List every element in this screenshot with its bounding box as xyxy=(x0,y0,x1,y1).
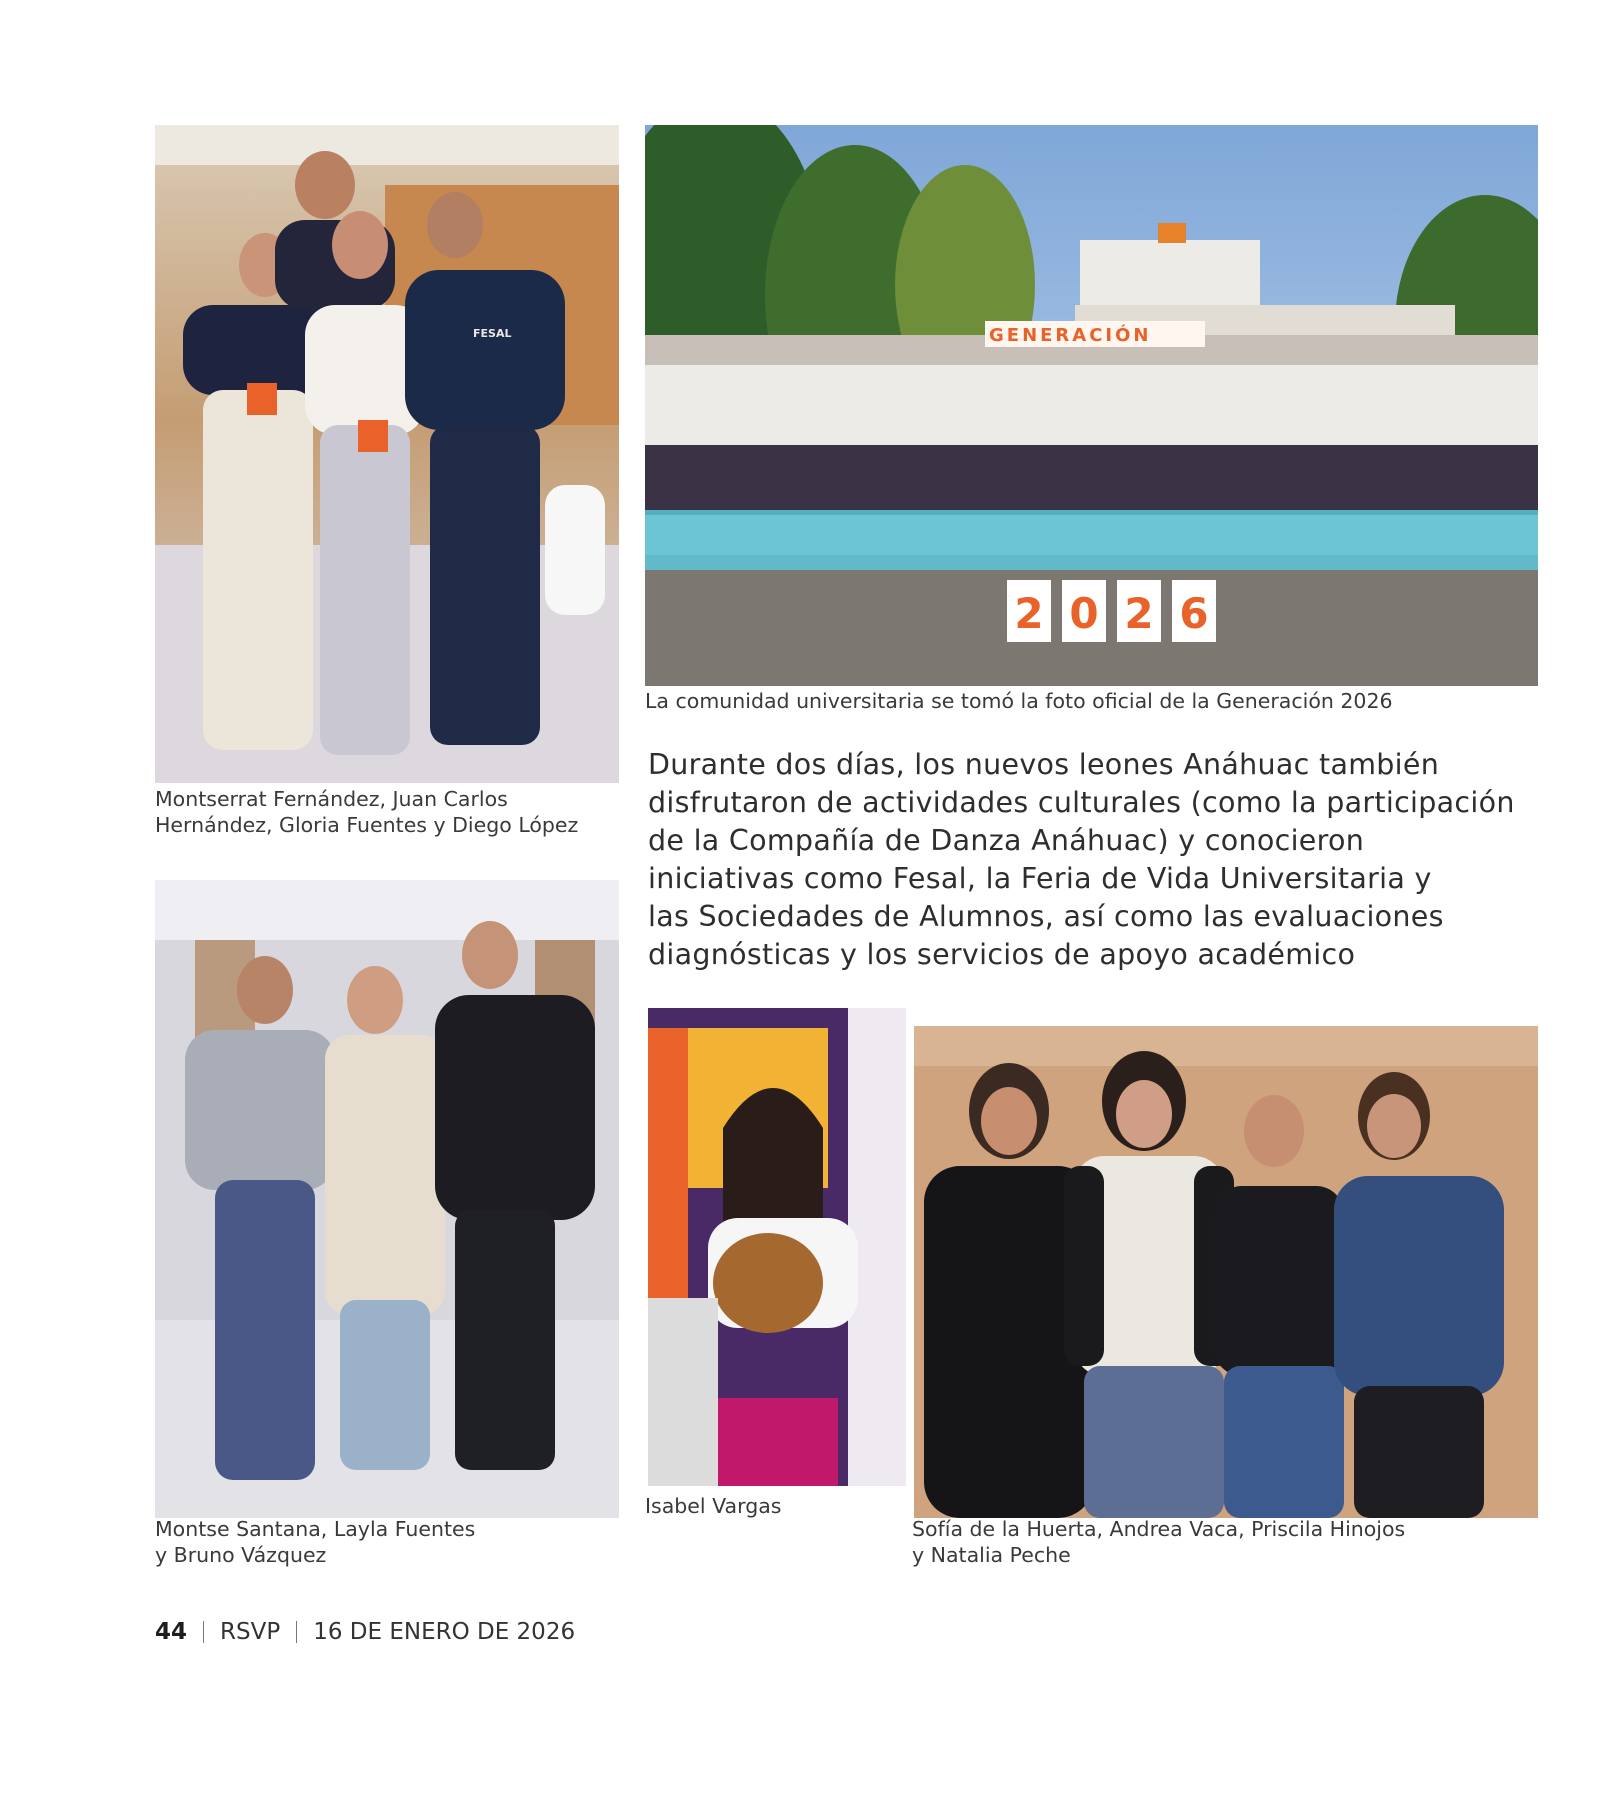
photo-group-bottom-right xyxy=(914,1026,1538,1518)
caption-line: La comunidad universitaria se tomó la foto oficial de la Generación 2026 xyxy=(645,689,1393,713)
body-line: diagnósticas y los servicios de apoyo académico xyxy=(648,938,1356,971)
caption-isabel-vargas xyxy=(645,1493,781,1519)
photo-group-bottom-right-image xyxy=(914,1026,1538,1518)
caption-line: Montserrat Fernández, Juan Carlos xyxy=(155,787,508,811)
caption-line: Isabel Vargas xyxy=(645,1494,782,1518)
photo-group-bottom-left-image xyxy=(155,880,619,1518)
caption-line: Sofía de la Huerta, Andrea Vaca, Priscila Hinojos xyxy=(912,1517,1406,1541)
body-line: de la Compañía de Danza Anáhuac) y conocieron xyxy=(648,824,1365,857)
photo-group-bottom-left xyxy=(155,880,619,1518)
number-card-digit: 6 xyxy=(1179,589,1209,638)
caption-line: Montse Santana, Layla Fuentes xyxy=(155,1517,476,1541)
article-body xyxy=(648,746,1568,974)
number-card-digit: 2 xyxy=(1124,589,1154,638)
caption-group-top-left xyxy=(155,786,578,838)
number-card-digit: 2 xyxy=(1014,589,1044,638)
photo-isabel-vargas-image xyxy=(648,1008,906,1486)
page-number: 44 xyxy=(155,1619,188,1645)
body-line: disfrutaron de actividades culturales (como la participación xyxy=(648,786,1515,819)
shirt-label: FESAL xyxy=(473,327,512,340)
caption-group-bottom-left xyxy=(155,1516,475,1568)
generacion-banner xyxy=(985,321,1205,347)
number-card-digit: 0 xyxy=(1069,589,1099,638)
footer-divider xyxy=(296,1621,297,1643)
body-line: iniciativas como Fesal, la Feria de Vida Universitaria y xyxy=(648,862,1432,895)
photo-group-top-left xyxy=(155,125,619,783)
body-line: Durante dos días, los nuevos leones Anáhuac también xyxy=(648,748,1440,781)
banner-text: GENERACIÓN xyxy=(989,325,1152,346)
body-line: las Sociedades de Alumnos, así como las evaluaciones xyxy=(648,900,1444,933)
publication-name: RSVP xyxy=(220,1619,281,1645)
caption-line: y Natalia Peche xyxy=(912,1543,1071,1567)
photo-generation-2026 xyxy=(645,125,1538,686)
caption-group-bottom-right xyxy=(912,1516,1405,1568)
photo-generation-2026-image xyxy=(645,125,1538,686)
photo-isabel-vargas xyxy=(648,1008,906,1486)
footer-divider xyxy=(203,1621,204,1643)
caption-line: Hernández, Gloria Fuentes y Diego López xyxy=(155,813,579,837)
page-footer xyxy=(155,1619,575,1645)
issue-date: 16 DE ENERO DE 2026 xyxy=(313,1619,576,1645)
photo-group-top-left-image xyxy=(155,125,619,783)
caption-generation-photo xyxy=(645,688,1393,714)
caption-line: y Bruno Vázquez xyxy=(155,1543,327,1567)
